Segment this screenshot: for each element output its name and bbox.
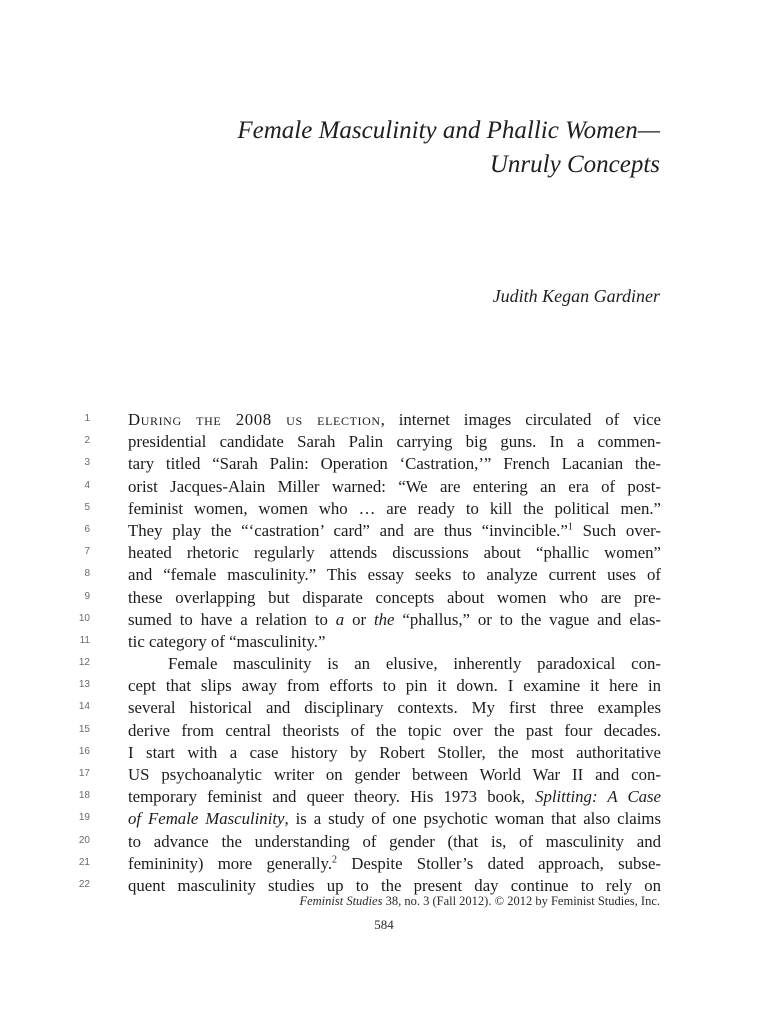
- text-segment: femininity) more generally.: [128, 853, 333, 873]
- text-segment: , internet images circulated of vice: [380, 410, 661, 429]
- line-number: 17: [78, 768, 90, 779]
- article-body: [0, 409, 768, 897]
- text-line: [0, 631, 768, 653]
- line-text: [128, 542, 661, 564]
- line-text: [128, 720, 661, 742]
- text-line: [0, 587, 768, 609]
- italic-text: Splitting: A Case: [535, 787, 661, 807]
- line-number: 6: [84, 523, 90, 535]
- line-text: [128, 697, 661, 719]
- line-text: [128, 764, 661, 786]
- title-line-2: Unruly Concepts: [489, 151, 660, 178]
- line-text: [128, 808, 661, 830]
- citation-details: 38, no. 3 (Fall 2012). © 2012 by Feminist Studies, Inc.: [382, 894, 660, 908]
- line-text: [128, 520, 661, 542]
- italic-text: a: [335, 609, 345, 629]
- text-segment: They play the “‘castration’ card” and are thus “invincible.”: [128, 520, 568, 540]
- text-segment: quent masculinity studies up to the present day continue to rely on: [128, 875, 661, 895]
- page-number: 584: [374, 917, 394, 932]
- text-line: [0, 609, 768, 631]
- text-line: [0, 431, 768, 453]
- article-title: [237, 114, 660, 182]
- text-segment: and “female masculinity.” This essay seeks to analyze current uses of: [128, 565, 661, 585]
- text-segment: cept that slips away from efforts to pin it down. I examine it here in: [128, 676, 661, 696]
- italic-text: of Female Masculinity: [128, 809, 285, 829]
- text-line: [0, 697, 768, 719]
- line-text: [128, 564, 661, 586]
- text-line: [0, 498, 768, 520]
- text-line: [0, 742, 768, 764]
- text-segment: heated rhetoric regularly attends discussions about “phallic women”: [128, 543, 661, 563]
- line-number: 4: [84, 479, 90, 491]
- text-segment: “phallus,” or to the vague and elas-: [394, 609, 661, 629]
- article-author: Judith Kegan Gardiner: [492, 286, 660, 306]
- line-text: [128, 786, 661, 808]
- text-segment: sumed to have a relation to: [128, 609, 336, 629]
- text-line: [0, 675, 768, 697]
- text-line: [0, 520, 768, 542]
- text-line: [0, 764, 768, 786]
- text-segment: several historical and disciplinary contexts. My first three examples: [128, 698, 661, 718]
- line-text: [128, 742, 661, 764]
- line-text: [128, 609, 661, 631]
- line-text: [128, 831, 661, 853]
- text-line: [0, 453, 768, 475]
- text-line: [0, 720, 768, 742]
- text-segment: to advance the understanding of gender (that is, of masculinity and: [128, 831, 661, 851]
- line-number: 13: [78, 679, 90, 691]
- line-text: [128, 476, 661, 498]
- line-number: 12: [78, 657, 90, 669]
- text-segment: tary titled “Sarah Palin: Operation ‘Castration,’” French Lacanian the-: [128, 454, 661, 474]
- text-line: [0, 808, 768, 830]
- line-number: 7: [84, 546, 90, 558]
- title-line-1: Female Masculinity and Phallic Women—: [237, 117, 660, 144]
- journal-name: Feminist Studies: [299, 894, 383, 908]
- line-number: 1: [84, 413, 90, 424]
- line-text: [128, 498, 661, 520]
- text-line: [0, 831, 768, 853]
- line-number: 9: [84, 590, 90, 602]
- line-number: 11: [79, 634, 90, 646]
- journal-citation: [299, 894, 660, 909]
- text-segment: temporary feminist and queer theory. His 1973 book,: [128, 787, 536, 807]
- footnote-marker: 1: [567, 521, 573, 533]
- text-segment: , is a study of one psychotic woman that also claims: [284, 809, 661, 829]
- text-line: [0, 542, 768, 564]
- text-segment: or: [344, 609, 374, 629]
- footnote-marker: 2: [332, 854, 338, 866]
- line-number: 10: [78, 612, 90, 624]
- text-line: [0, 853, 768, 875]
- line-text: [128, 675, 661, 697]
- text-line: [0, 564, 768, 586]
- text-segment: orist Jacques-Alain Miller warned: “We are entering an era of post-: [128, 476, 661, 496]
- line-text: [128, 853, 661, 875]
- text-segment: Such over-: [572, 520, 661, 540]
- line-number: 16: [78, 745, 90, 757]
- line-number: 21: [78, 856, 90, 868]
- line-number: 15: [78, 723, 90, 735]
- line-text: [128, 587, 661, 609]
- text-segment: presidential candidate Sarah Palin carrying big guns. In a commen-: [128, 432, 661, 452]
- text-line: [0, 409, 768, 431]
- text-segment: Despite Stoller’s dated approach, subse-: [337, 853, 661, 873]
- line-number: 8: [84, 568, 90, 580]
- text-segment: US psychoanalytic writer on gender between World War II and con-: [128, 765, 661, 784]
- text-segment: feminist women, women who … are ready to kill the political men.”: [128, 498, 661, 518]
- text-line: [0, 653, 768, 675]
- line-text: [128, 431, 661, 453]
- text-segment: these overlapping but disparate concepts about women who are pre-: [128, 587, 661, 607]
- italic-text: the: [374, 609, 395, 629]
- line-number: 18: [78, 790, 90, 802]
- line-number: 20: [78, 834, 90, 846]
- line-text: [168, 653, 661, 675]
- text-line: [0, 476, 768, 498]
- text-segment: I start with a case history by Robert Stoller, the most authoritative: [128, 742, 661, 762]
- text-segment: Female masculinity is an elusive, inherently paradoxical con-: [168, 654, 661, 674]
- line-number: 14: [78, 701, 90, 713]
- line-text: [128, 409, 661, 431]
- line-number: 19: [78, 812, 90, 824]
- line-number: 2: [84, 435, 90, 447]
- text-segment: derive from central theorists of the topic over the past four decades.: [128, 720, 661, 740]
- line-number: 22: [78, 878, 90, 890]
- text-line: [0, 786, 768, 808]
- line-text: [128, 453, 661, 475]
- line-text: [128, 631, 661, 653]
- line-number: 3: [84, 457, 90, 469]
- small-caps-opening: During the 2008 us election: [128, 410, 381, 429]
- text-segment: tic category of “masculinity.”: [128, 631, 326, 651]
- line-number: 5: [84, 501, 90, 513]
